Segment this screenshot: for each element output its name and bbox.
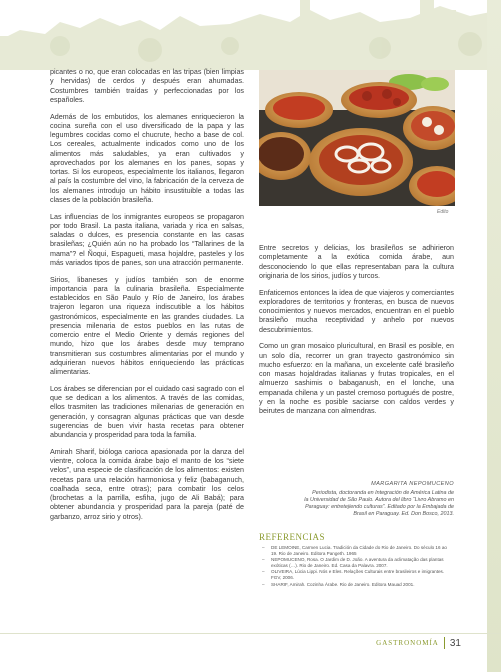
author-signature — [259, 481, 454, 518]
paragraph: Además de los embutidos, los alemanes enriquecieron la cocina sureña con el uso diversificado de la papa y las legumbres cocidas como el chucrute, hecho a base de col. Los cereales, actualmente indicados como uno de los alimentos más saludables, ya eran cultivados y aprovechados por los alemanes en los panes, sopas y tortas. Si los europeos, especialmente los italianos, llegaron al país la costumbre del vino, la fabricación de la cerveza de los alemanes introdujo un hábito insustituible a todas las clases de la población brasileña. — [50, 112, 244, 204]
reference-item: – NEPOMUCENO, Rosa. O Jardim de D. João. A aventura da aclimatação das plantas exóticas (…). Rio de Janeiro. Ed. Casa da Palavra. 2007. — [259, 557, 454, 569]
paragraph: Enfaticemos entonces la idea de que viajeros y comerciantes exploradores de territorios y fronteras, en busca de nuevos conocimientos y nuevos mercados, encuentran en el pueblo brasileño mucha receptividad y anhelo por nuevos descubrimientos. — [259, 288, 454, 334]
references-list — [259, 545, 454, 588]
paragraph: Los árabes se diferencian por el cuidado casi sagrado con el que se dedican a los alimentos. A través de las comidas, ellos trasmiten las tradiciones milenarias de generación en generación, y consagran algunas prácticas que van desde sugerencias de buen vivir hasta recetas para obtener abundancia y prosperidad para toda la familia. — [50, 384, 244, 439]
photo-credit: Edito — [437, 209, 449, 215]
author-bio — [259, 490, 454, 518]
food-photo — [259, 70, 455, 206]
paragraph: Entre secretos y delicias, los brasileños se adhirieron completamente a la exótica comida árabe, aun desconociendo lo que ellas representaban para la cultura originaria de los sirios, judíos y turcos. — [259, 244, 454, 280]
footer-separator — [444, 637, 445, 649]
left-column — [50, 68, 244, 529]
footer-divider — [0, 633, 501, 634]
food-photo-illustration — [259, 70, 455, 206]
author-bio-line: Periodista, doctoranda en Integración de América Latina de — [312, 490, 454, 496]
paragraph: Amirah Sharif, bióloga carioca apasionada por la danza del vientre, coloca la comida árabe bajo el manto de los “siete velos”, una especie de clasificación de los alimentos: existen recetas para una relación harmoniosa y feliz (babaganuch, coalhada seca, entre otras); para combatir los celos (brochetas a la parrilla, esfiha, jugo de Ali Babá); para obtener abundancia y prosperidad para la pareja (paté de garbanzo, arroz sirio y otros). — [50, 447, 244, 521]
section-name: GASTRONOMÍA — [376, 639, 439, 647]
paragraph: picantes o no, que eran colocadas en las tripas (bien limpias y hervidas) de cerdos y después eran ahumadas. Costumbres también traídas y perfeccionadas por los españoles. — [50, 68, 244, 104]
reference-item: – DE LEMOINE, Carmen Lucia. Tradición da Cidade do Rio de Janeiro. Do século 16 ao 19. Rio de Janeiro. Editora Pangeth. 1965 — [259, 545, 454, 557]
reference-item: – SHARIF, Amirah. Cozinha Árabe. Rio de Janeiro. Editora Mauad 2001. — [259, 582, 454, 588]
references-section — [259, 532, 454, 588]
right-column — [259, 244, 454, 424]
page-edge-band — [487, 0, 501, 672]
author-bio-line: la Universidad de São Paulo. Autora del libro “Livro Abramo en — [304, 497, 454, 503]
paragraph: Sirios, libaneses y judíos también son de enorme importancia para la culinaria brasileña. Especialmente establecidos en São Paulo y Río de Janeiro, los árabes trajeron legaron una riqueza indiscutible a los hábitos gastronómicos, especialmente en las grandes ciudades. La presencia milenaria de estos pueblos en las rutas de comercio entre el Medio Oriente y demás regiones del mundo, hizo que los árabes desde muy temprano transmitieran sus costumbres alimentarias por el mundo y adquirieran nuevos hábitos enriqueciendo las prácticas alimentarias. — [50, 275, 244, 376]
page-number: 31 — [449, 637, 461, 649]
reference-item: – OLIVEIRA, Lúcia Lippi. Nós e Eles. Relações Culturais entre brasileiros e imigrantes. FGV, 2006. — [259, 569, 454, 581]
references-title: REFERENCIAS — [259, 532, 326, 542]
paragraph: Las influencias de los inmigrantes europeos se propagaron por todo Brasil. La pasta italiana, variada y rica en salsas, saladas o dulces, es presencia constante en las casas brasileñas; ¿Quién aún no ha probado los “Tallarines de la mama”? el Ñoqui, Espagueti, masa hojaldre, pasteles y los más variados tipos de panes, son una atracción permanente. — [50, 212, 244, 267]
author-bio-line: Brasil en Paraguay. Ed. Don Bosco, 2013. — [353, 511, 454, 517]
author-bio-line: Paraguay: entretejiendo culturas”. Editado por la Embajada de — [305, 504, 454, 510]
skyline-watermark — [0, 0, 501, 70]
page-footer — [376, 636, 461, 650]
author-name: MARGARITA NEPOMUCENO — [371, 481, 454, 487]
paragraph: Como un gran mosaico pluricultural, en Brasil es posible, en un solo día, recorrer un gran trayecto gastronómico sin mucho esfuerzo: en la mañana, un excelente café brasileño con masas hojaldradas italianas y frutas tropicales, en el almuerzo sashimis o babaganush, en el lonche, una empanada chilena y un pastel cremoso portugués de postre, y en la noche es posible saciarse con caldos verdes y beirutes de manzana con almendras. — [259, 342, 454, 415]
